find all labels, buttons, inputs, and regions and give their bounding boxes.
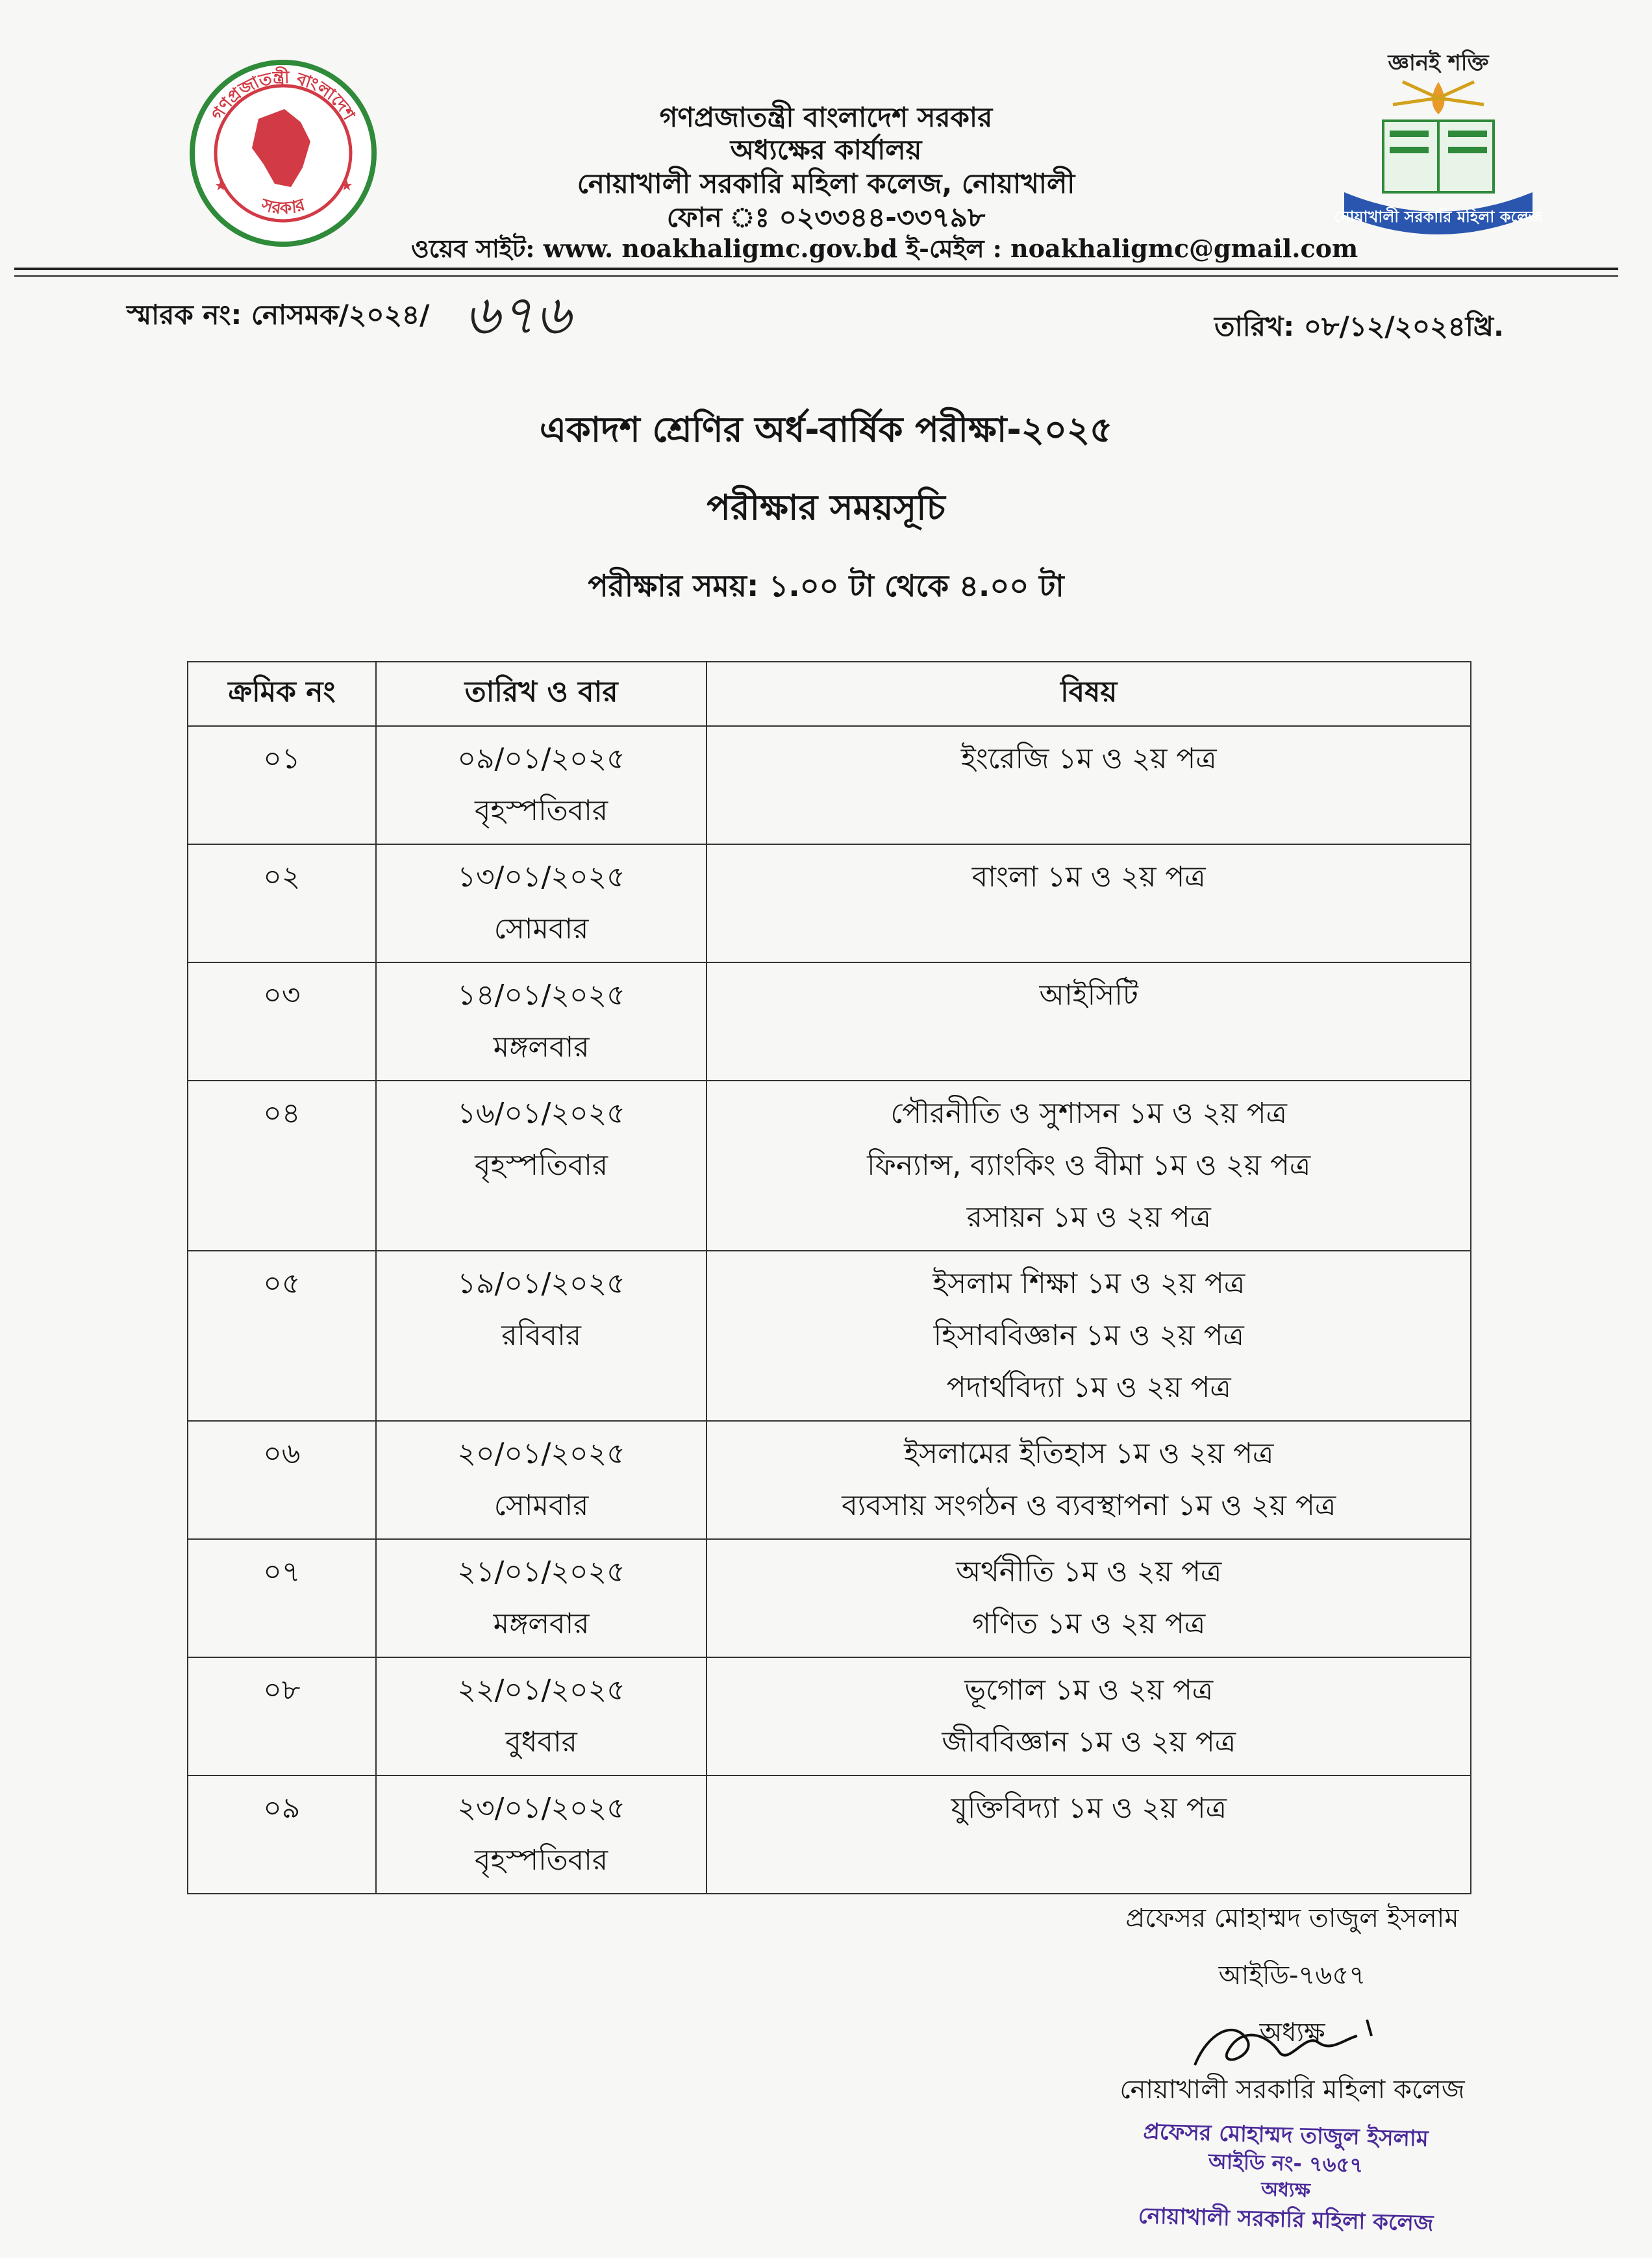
- subject-line: পদার্থবিদ্যা ১ম ও ২য় পত্র: [946, 1371, 1231, 1404]
- serial-text: ০৩: [263, 979, 301, 1012]
- signatory-designation: অধ্যক্ষ: [1259, 2018, 1325, 2048]
- subject-line: রসায়ন ১ম ও ২য় পত্র: [966, 1201, 1211, 1234]
- table-row: [188, 1775, 1471, 1894]
- cell-serial: [188, 844, 376, 962]
- cell-date-day: [376, 1657, 707, 1775]
- cell-serial: [188, 1775, 376, 1894]
- cell-serial: [188, 1657, 376, 1775]
- exam-date: ২২/০১/২০২৫: [457, 1674, 625, 1707]
- serial-text: ০৭: [263, 1555, 301, 1588]
- subject-line: ইংরেজি ১ম ও ২য় পত্র: [960, 742, 1217, 775]
- cell-date-day: [376, 1251, 707, 1421]
- header-rule: [14, 268, 1618, 270]
- table-row: [188, 1251, 1471, 1421]
- emblem-text-top: গণপ্রজাতন্ত্রী বাংলাদেশ: [208, 68, 359, 124]
- stamp-line-1: প্রফেসর মোহাম্মদ তাজুল ইসলাম: [1142, 2118, 1429, 2152]
- cell-serial: [188, 962, 376, 1081]
- cell-date-day: [376, 1081, 707, 1251]
- subject-line: পৌরনীতি ও সুশাসন ১ম ও ২য় পত্র: [890, 1097, 1287, 1130]
- exam-date: ২১/০১/২০২৫: [457, 1555, 625, 1588]
- serial-text: ০৬: [263, 1437, 301, 1470]
- exam-date: ২০/০১/২০২৫: [457, 1437, 625, 1470]
- table-row: [188, 1081, 1471, 1251]
- header-line-2: অধ্যক্ষের কার্যালয়: [730, 134, 922, 166]
- exam-date: ১৪/০১/২০২৫: [457, 979, 625, 1012]
- header-line-1: গণপ্রজাতন্ত্রী বাংলাদেশ সরকার: [659, 101, 993, 133]
- exam-date: ১৯/০১/২০২৫: [457, 1267, 625, 1300]
- memo-handwritten-number: ৬৭৬: [464, 283, 571, 347]
- serial-text: ০৫: [263, 1267, 301, 1300]
- cell-subjects: [707, 844, 1471, 962]
- table-row: [188, 1657, 1471, 1775]
- memo-number-label: স্মারক নং: নোসমক/২০২৪/: [127, 299, 430, 331]
- schedule-table: [187, 661, 1471, 1894]
- subject-line: ইসলাম শিক্ষা ১ম ও ২য় পত্র: [932, 1267, 1245, 1300]
- cell-subjects: [707, 726, 1471, 844]
- exam-date: ১৩/০১/২০২৫: [457, 860, 625, 894]
- serial-text: ০৮: [263, 1674, 301, 1707]
- cell-subjects: [707, 1775, 1471, 1894]
- schedule-title: পরীক্ষার সময়সূচি: [707, 487, 945, 528]
- exam-date: ০৯/০১/২০২৫: [457, 742, 625, 775]
- logo-motto: জ্ঞানই শক্তি: [1388, 50, 1489, 76]
- header-serial: ক্রমিক নং: [188, 662, 376, 726]
- exam-day: বুধবার: [505, 1725, 577, 1759]
- stamp-line-3: অধ্যক্ষ: [1260, 2178, 1311, 2202]
- cell-subjects: [707, 1081, 1471, 1251]
- signatory-name: প্রফেসর মোহাম্মদ তাজুল ইসলাম: [1125, 1903, 1459, 1933]
- subject-line: জীববিজ্ঞান ১ম ও ২য় পত্র: [942, 1725, 1236, 1759]
- serial-text: ০২: [263, 860, 301, 894]
- serial-text: ০৯: [263, 1792, 301, 1825]
- emblem-text-bottom: সরকার: [258, 195, 308, 219]
- cell-serial: [188, 1421, 376, 1539]
- exam-day: বৃহস্পতিবার: [475, 794, 608, 827]
- subject-line: যুক্তিবিদ্যা ১ম ও ২য় পত্র: [951, 1792, 1227, 1825]
- header-rule-thin: [14, 275, 1618, 277]
- header-subject: বিষয়: [707, 662, 1471, 726]
- subject-line: গণিত ১ম ও ২য় পত্র: [972, 1607, 1206, 1640]
- subject-line: ভূগোল ১ম ও ২য় পত্র: [964, 1674, 1214, 1707]
- subject-line: ইসলামের ইতিহাস ১ম ও ২য় পত্র: [904, 1437, 1274, 1470]
- table-row: [188, 844, 1471, 962]
- cell-subjects: [707, 1251, 1471, 1421]
- cell-subjects: [707, 962, 1471, 1081]
- subject-line: অর্থনীতি ১ম ও ২য় পত্র: [956, 1555, 1222, 1588]
- cell-serial: [188, 1081, 376, 1251]
- table-row: [188, 1539, 1471, 1657]
- svg-text:★: ★: [340, 178, 353, 194]
- table-header-row: [188, 662, 1471, 726]
- exam-day: মঙ্গলবার: [493, 1607, 590, 1640]
- table-row: [188, 1421, 1471, 1539]
- exam-day: মঙ্গলবার: [493, 1031, 590, 1064]
- exam-day: বৃহস্পতিবার: [475, 1844, 608, 1877]
- table-row: [188, 962, 1471, 1081]
- cell-serial: [188, 1539, 376, 1657]
- signatory-institution: নোয়াখালী সরকারি মহিলা কলেজ: [1120, 2075, 1465, 2105]
- serial-text: ০৪: [263, 1097, 301, 1130]
- cell-date-day: [376, 1539, 707, 1657]
- subject-line: ব্যবসায় সংগঠন ও ব্যবস্থাপনা ১ম ও ২য় পত্র: [842, 1489, 1336, 1522]
- cell-date-day: [376, 962, 707, 1081]
- cell-date-day: [376, 1421, 707, 1539]
- stamp-line-2: আইডি নং- ৭৬৫৭: [1208, 2148, 1364, 2178]
- header-line-5: ওয়েব সাইট: www. noakhaligmc.gov.bd ই-মেইল : noakhaligmc@gmail.com: [410, 234, 1358, 263]
- memo-date: তারিখ: ০৮/১২/২০২৪খ্রি.: [1214, 310, 1505, 342]
- exam-day: সোমবার: [494, 912, 589, 946]
- svg-text:★: ★: [214, 178, 227, 194]
- subject-line: ফিন্যান্স, ব্যাংকিং ও বীমা ১ম ও ২য় পত্র: [867, 1149, 1311, 1182]
- stamp-line-4: নোয়াখালী সরকারি মহিলা কলেজ: [1138, 2203, 1434, 2237]
- logo-banner: নোয়াখালী সরকারি মহিলা কলেজ: [1334, 208, 1543, 226]
- serial-text: ০১: [263, 742, 301, 775]
- exam-day: বৃহস্পতিবার: [475, 1149, 608, 1182]
- exam-date: ১৬/০১/২০২৫: [457, 1097, 625, 1130]
- exam-day: রবিবার: [501, 1319, 581, 1352]
- header-line-3: নোয়াখালী সরকারি মহিলা কলেজ, নোয়াখালী: [577, 168, 1075, 199]
- header-line-4: ফোন ঃ ০২৩৩৪৪-৩৩৭৯৮: [666, 201, 986, 233]
- header-date-day: তারিখ ও বার: [376, 662, 707, 726]
- cell-subjects: [707, 1539, 1471, 1657]
- exam-title: একাদশ শ্রেণির অর্ধ-বার্ষিক পরীক্ষা-২০২৫: [539, 409, 1113, 450]
- signatory-id: আইডি-৭৬৫৭: [1218, 1961, 1366, 1990]
- subject-line: আইসিটি: [1039, 979, 1138, 1012]
- cell-subjects: [707, 1421, 1471, 1539]
- exam-time: পরীক্ষার সময়: ১.০০ টা থেকে ৪.০০ টা: [588, 568, 1064, 603]
- college-logo: [1331, 36, 1546, 244]
- cell-date-day: [376, 844, 707, 962]
- cell-date-day: [376, 726, 707, 844]
- subject-line: হিসাববিজ্ঞান ১ম ও ২য় পত্র: [933, 1319, 1244, 1352]
- cell-date-day: [376, 1775, 707, 1894]
- cell-serial: [188, 726, 376, 844]
- exam-date: ২৩/০১/২০২৫: [457, 1792, 625, 1825]
- cell-serial: [188, 1251, 376, 1421]
- exam-day: সোমবার: [494, 1489, 589, 1522]
- table-row: [188, 726, 1471, 844]
- subject-line: বাংলা ১ম ও ২য় পত্র: [971, 860, 1206, 894]
- cell-subjects: [707, 1657, 1471, 1775]
